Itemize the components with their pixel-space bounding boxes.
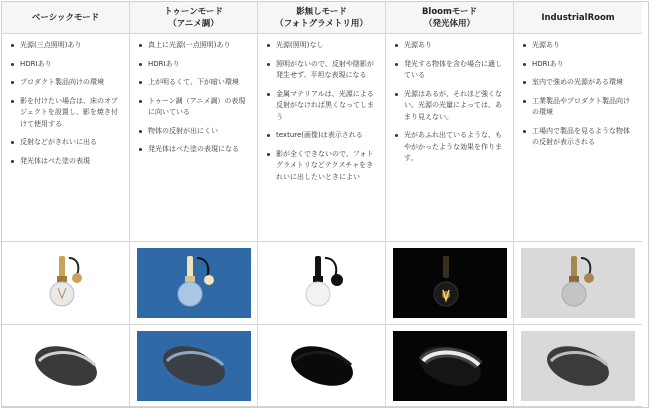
list-item: 上が明るくて、下が暗い環境 xyxy=(138,77,251,89)
mouse-shadowless-image xyxy=(258,325,386,407)
list-item: 光源あり xyxy=(522,40,636,52)
list-item: トゥーン調（アニメ調）の表現に向いている xyxy=(138,96,251,119)
list-item: HDRIあり xyxy=(138,59,251,71)
header-industrial-room: IndustrialRoom xyxy=(514,2,642,34)
list-item: 金属マテリアルは、光源による反射がなければ黒くなってしまう xyxy=(266,89,379,124)
list-item: 物体の反射が出にくい xyxy=(138,126,251,138)
list-item: 発光体はべた塗の表現 xyxy=(10,156,123,168)
list-item: 光源あり xyxy=(394,40,507,52)
lamp-industrial-image xyxy=(514,242,642,325)
header-bloom-mode: Bloomモード （発光体用） xyxy=(386,2,514,34)
mouse-bloom-image xyxy=(386,325,514,407)
lamp-basic-image xyxy=(2,242,130,325)
list-item: 室内で強めの光源がある環境 xyxy=(522,77,636,89)
list-item: 光源はあるが、それほど強くない。光源の光量によっては、あまり見えない。 xyxy=(394,89,507,124)
mouse-basic-image xyxy=(2,325,130,407)
list-item: 発光体はべた塗の表現になる xyxy=(138,144,251,156)
list-item: 工業製品やプロダクト製品向けの環境 xyxy=(522,96,636,119)
mode-comparison-table xyxy=(1,1,649,408)
desc-toon-mode xyxy=(130,34,258,242)
lamp-toon-image xyxy=(130,242,258,325)
list-item: HDRIあり xyxy=(10,59,123,71)
list-item: プロダクト製品向けの環境 xyxy=(10,77,123,89)
list-item: 反射などがきれいに出る xyxy=(10,137,123,149)
header-shadowless-mode: 影無しモード （フォトグラメトリ用） xyxy=(258,2,386,34)
mouse-toon-image xyxy=(130,325,258,407)
desc-basic-mode xyxy=(2,34,130,242)
list-item: HDRIあり xyxy=(522,59,636,71)
desc-bloom-mode xyxy=(386,34,514,242)
mouse-industrial-image xyxy=(514,325,642,407)
header-toon-mode: トゥーンモード （アニメ調） xyxy=(130,2,258,34)
desc-industrial-room xyxy=(514,34,642,242)
list-item: 真上に光源(一点照明)あり xyxy=(138,40,251,52)
list-item: 光源(照明)なし xyxy=(266,40,379,52)
list-item: 工場内で製品を見るような物体の反射が表示される xyxy=(522,126,636,149)
list-item: 照明がないので、反射や陰影が発生せず、平坦な表現になる xyxy=(266,59,379,82)
lamp-bloom-image xyxy=(386,242,514,325)
list-item: 発光する物体を含む場合に適している xyxy=(394,59,507,82)
list-item: texture(画像)は表示される xyxy=(266,130,379,142)
list-item: 影が全くできないので、フォトグラメトリなどテクスチャをきれいに出したいときによい xyxy=(266,149,379,184)
lamp-shadowless-image xyxy=(258,242,386,325)
list-item: 影を付けたい場合は、床のオブジェクトを設置し、影を焼き付けて使用する xyxy=(10,96,123,131)
header-basic-mode: ベーシックモード xyxy=(2,2,130,34)
desc-shadowless-mode xyxy=(258,34,386,242)
list-item: 光があふれ出ているような、もやがかったような効果を作ります。 xyxy=(394,130,507,165)
list-item: 光源(三点照明)あり xyxy=(10,40,123,52)
